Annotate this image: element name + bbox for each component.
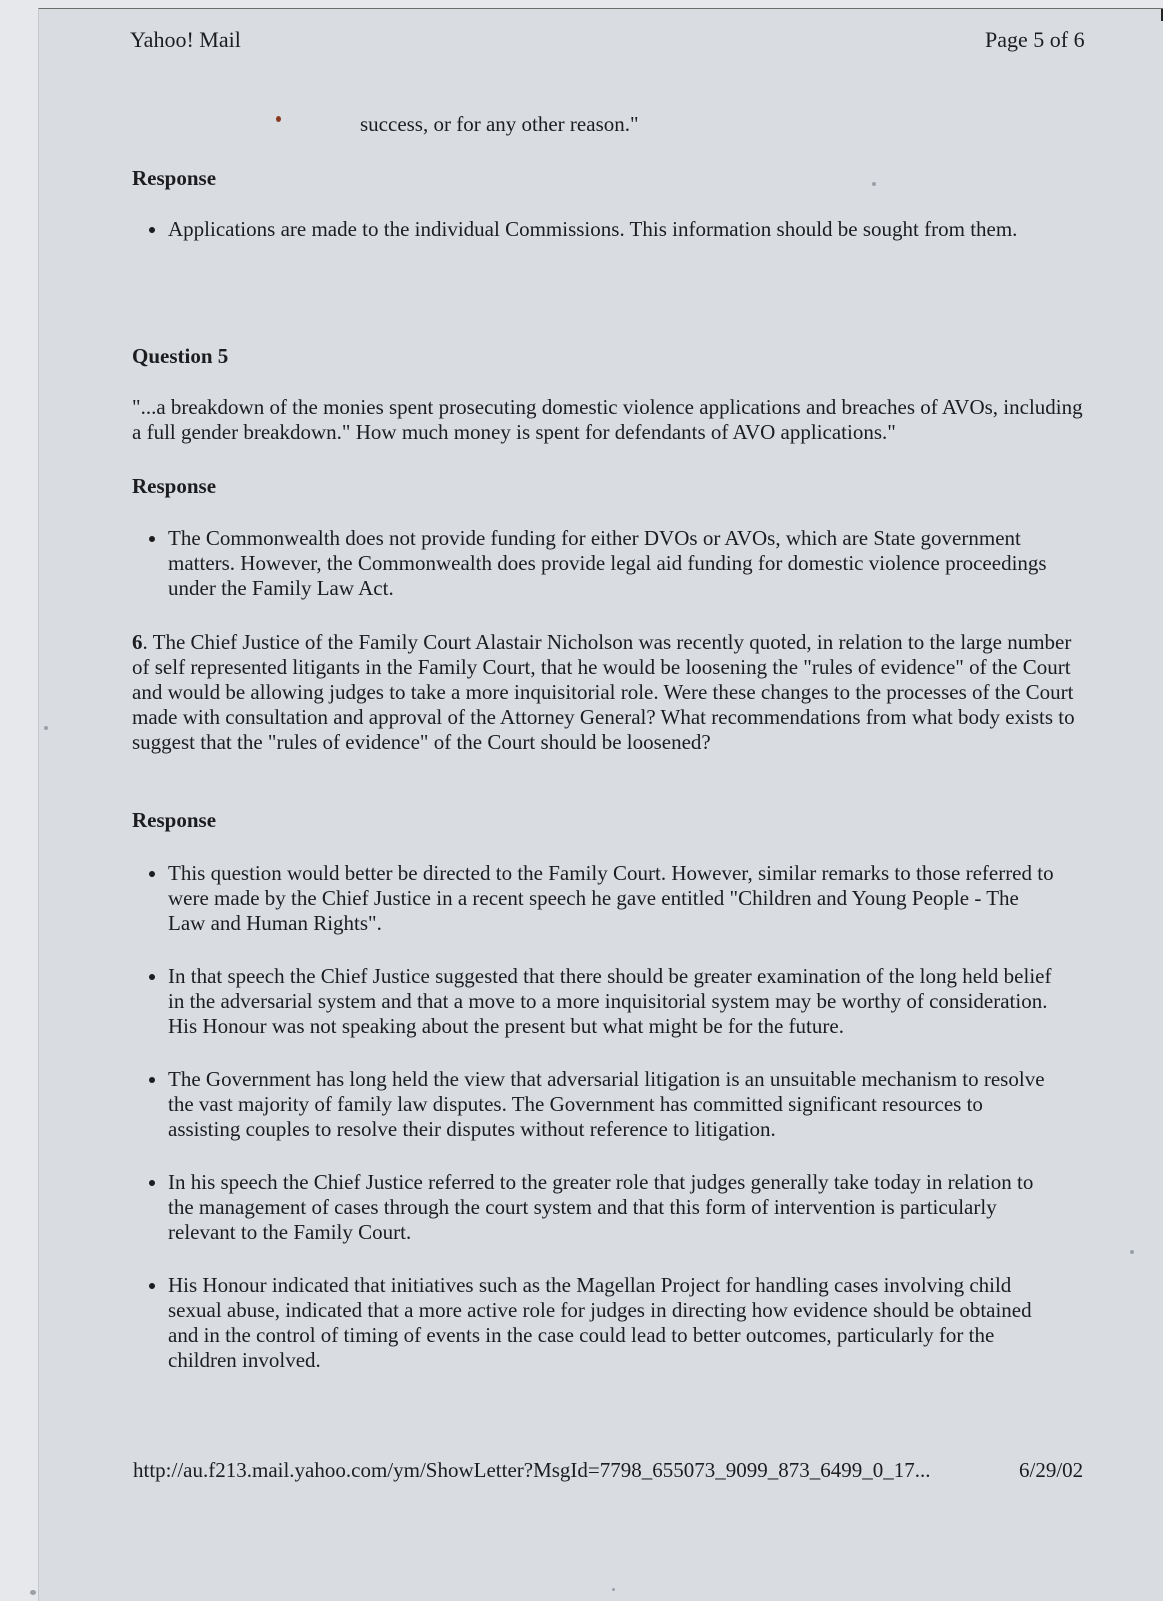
bullet-icon [149,227,155,233]
question-6-number: 6 [132,630,143,654]
scan-speck [872,182,876,186]
bullet-icon [149,1077,155,1083]
question-6-paragraph [132,630,1092,755]
response-1-heading: Response [132,166,217,190]
footer-date: 6/29/02 [1019,1458,1084,1482]
scan-speck [44,726,48,730]
bullet-text: The Government has long held the view that adversarial litigation is an unsuitable mechanism to resolve the vast majority of family law disputes. The Government has committed significant resources to assisting couples to resolve their disputes without reference to litigation. [168,1067,1045,1141]
bullet-icon [149,1283,155,1289]
bullet-text: The Commonwealth does not provide funding for either DVOs or AVOs, which are State government matters. However, the Commonwealth does provide legal aid funding for domestic violence proceedings under the Family Law Act. [168,526,1047,600]
header-page-indicator: Page 5 of 6 [985,27,1085,52]
response-3-bullet-1 [168,861,1056,936]
bullet-text: This question would better be directed to the Family Court. However, similar remarks to those referred to were made by the Chief Justice in a recent speech he gave entitled "Children and Young People - The Law and Human Rights". [168,861,1054,935]
footer-url: http://au.f213.mail.yahoo.com/ym/ShowLetter?MsgId=7798_655073_9099_873_6499_0_17... [133,1458,931,1482]
stray-bullet-mark [276,116,281,122]
continuation-text: success, or for any other reason." [360,112,639,136]
response-3-bullet-2 [168,964,1056,1039]
bullet-text: In his speech the Chief Justice referred to the greater role that judges generally take today in relation to the management of cases through the court system and that this form of intervention is particularly relevant to the Family Court. [168,1170,1034,1244]
bullet-text: In that speech the Chief Justice suggested that there should be greater examination of the long held belief in the adversarial system and that a move to a more inquisitorial system may be worthy of consideration. His Honour was not speaking about the present but what might be for the future. [168,964,1052,1038]
response-2-bullet-1 [168,526,1056,601]
response-3-bullet-5 [168,1273,1056,1373]
response-3-bullet-3 [168,1067,1056,1142]
bullet-icon [149,871,155,877]
bullet-icon [149,974,155,980]
header-app-name: Yahoo! Mail [130,27,241,52]
response-3-bullet-4 [168,1170,1056,1245]
bullet-icon [149,536,155,542]
response-3-heading: Response [132,808,217,832]
bullet-text: Applications are made to the individual Commissions. This information should be sought from them. [168,217,1018,241]
scan-speck [30,1590,36,1595]
scan-speck [612,1588,615,1591]
response-1-bullet-1 [168,217,1056,242]
bullet-icon [149,1180,155,1186]
question-6-text: . The Chief Justice of the Family Court Alastair Nicholson was recently quoted, in relation to the large number of self represented litigants in the Family Court, that he would be loosening the "rules of evidence" of the Court and would be allowing judges to take a more inquisitorial role. Were these changes to the processes of the Court made with consultation and approval of the Attorney General? What recommendations from what body exists to suggest that the "rules of evidence" of the Court should be loosened? [132,630,1075,754]
response-2-heading: Response [132,474,217,498]
scan-speck [1130,1250,1134,1254]
question-5-heading: Question 5 [132,344,229,368]
bullet-text: His Honour indicated that initiatives such as the Magellan Project for handling cases involving child sexual abuse, indicated that a more active role for judges in directing how evidence should be obtained and in the control of timing of events in the case could lead to better outcomes, particularly for the children involved. [168,1273,1032,1372]
question-5-text: "...a breakdown of the monies spent prosecuting domestic violence applications and breaches of AVOs, including a full gender breakdown." How much money is spent for defendants of AVO applications." [132,395,1083,444]
